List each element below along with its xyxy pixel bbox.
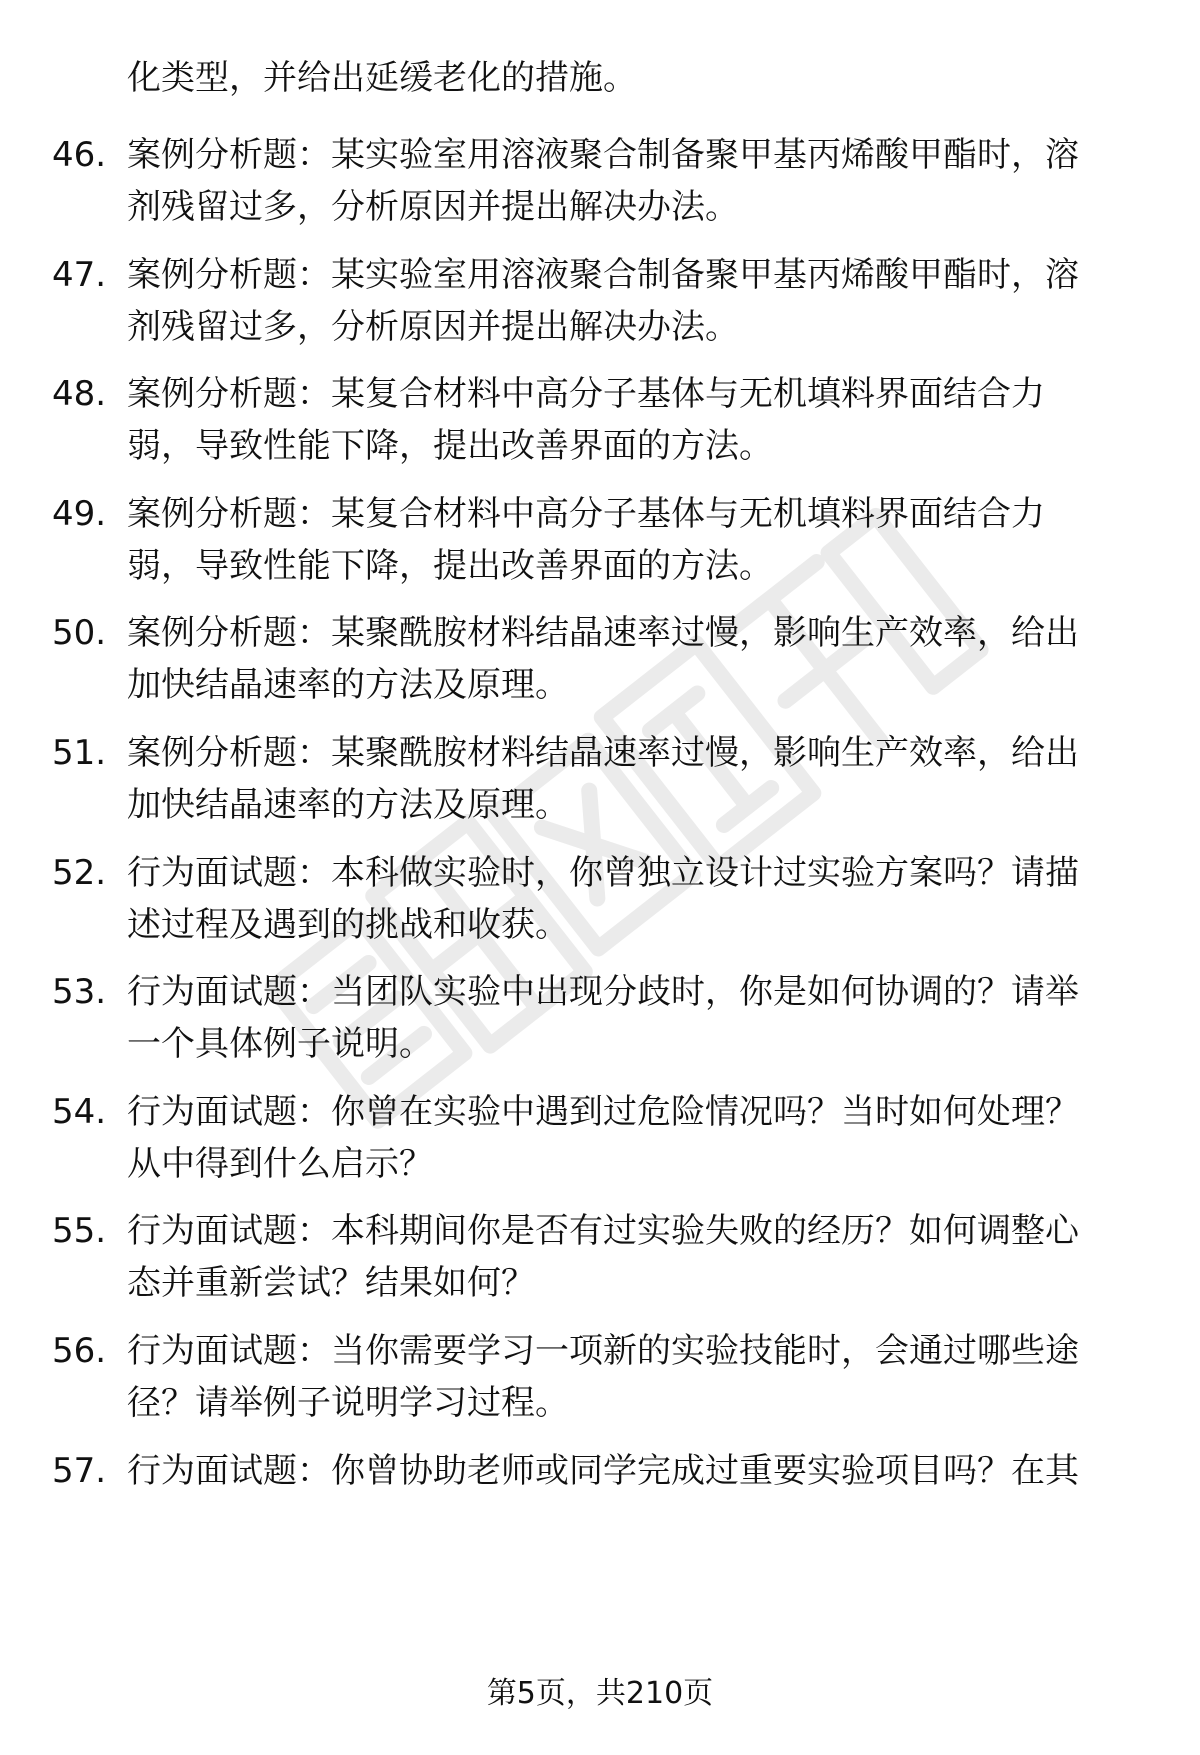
item-text (127, 488, 1147, 592)
item-text-line: 行为面试题：你曾协助老师或同学完成过重要实验项目吗？在其 (127, 1451, 1079, 1491)
item-number: 52. (52, 853, 107, 893)
item-text-line: 从中得到什么启示？ (127, 1144, 433, 1184)
item-text (127, 1445, 1147, 1497)
item-text-line: 案例分析题：某聚酰胺材料结晶速率过慢，影响生产效率，给出 (127, 733, 1079, 773)
item-number: 57. (52, 1451, 107, 1491)
item-text (127, 847, 1147, 951)
item-text (127, 1086, 1147, 1190)
item-text-line: 案例分析题：某复合材料中高分子基体与无机填料界面结合力 (127, 374, 1045, 414)
item-number: 49. (52, 494, 107, 534)
item-text (127, 249, 1147, 353)
item-text-line: 案例分析题：某复合材料中高分子基体与无机填料界面结合力 (127, 494, 1045, 534)
item-number: 54. (52, 1092, 107, 1132)
item-number: 53. (52, 972, 107, 1012)
item-number: 46. (52, 135, 107, 175)
item-text-line: 案例分析题：某聚酰胺材料结晶速率过慢，影响生产效率，给出 (127, 613, 1079, 653)
item-number: 55. (52, 1211, 107, 1251)
item-text-line: 案例分析题：某实验室用溶液聚合制备聚甲基丙烯酸甲酯时，溶 (127, 255, 1079, 295)
item-number: 50. (52, 613, 107, 653)
item-text-line: 加快结晶速率的方法及原理。 (127, 785, 569, 825)
item-text-line: 述过程及遇到的挑战和收获。 (127, 905, 569, 945)
item-number: 47. (52, 255, 107, 295)
item-text (127, 966, 1147, 1070)
page-footer: 第5页，共210页 (486, 1676, 714, 1711)
item-text (127, 1205, 1147, 1309)
item-text-line: 剂残留过多，分析原因并提出解决办法。 (127, 187, 739, 227)
item-text (127, 368, 1147, 472)
continuation-line: 化类型，并给出延缓老化的措施。 (127, 58, 637, 98)
item-text (127, 727, 1147, 831)
item-text-line: 剂残留过多，分析原因并提出解决办法。 (127, 307, 739, 347)
item-text (127, 1325, 1147, 1429)
item-number: 56. (52, 1331, 107, 1371)
item-number: 48. (52, 374, 107, 414)
item-number: 51. (52, 733, 107, 773)
item-text-line: 行为面试题：你曾在实验中遇到过危险情况吗？当时如何处理？ (127, 1092, 1079, 1132)
item-text-line: 行为面试题：本科期间你是否有过实验失败的经历？如何调整心 (127, 1211, 1079, 1251)
item-text-line: 加快结晶速率的方法及原理。 (127, 665, 569, 705)
item-text-line: 行为面试题：当你需要学习一项新的实验技能时，会通过哪些途 (127, 1331, 1079, 1371)
item-text-line: 弱，导致性能下降，提出改善界面的方法。 (127, 426, 773, 466)
item-text-line: 行为面试题：本科做实验时，你曾独立设计过实验方案吗？请描 (127, 853, 1079, 893)
item-text-line: 态并重新尝试？结果如何？ (127, 1263, 535, 1303)
item-text-line: 行为面试题：当团队实验中出现分歧时，你是如何协调的？请举 (127, 972, 1079, 1012)
item-text-line: 径？请举例子说明学习过程。 (127, 1383, 569, 1423)
item-text-line: 案例分析题：某实验室用溶液聚合制备聚甲基丙烯酸甲酯时，溶 (127, 135, 1079, 175)
item-text-line: 一个具体例子说明。 (127, 1024, 433, 1064)
item-text-line: 弱，导致性能下降，提出改善界面的方法。 (127, 546, 773, 586)
item-text (127, 607, 1147, 711)
item-text (127, 129, 1147, 233)
